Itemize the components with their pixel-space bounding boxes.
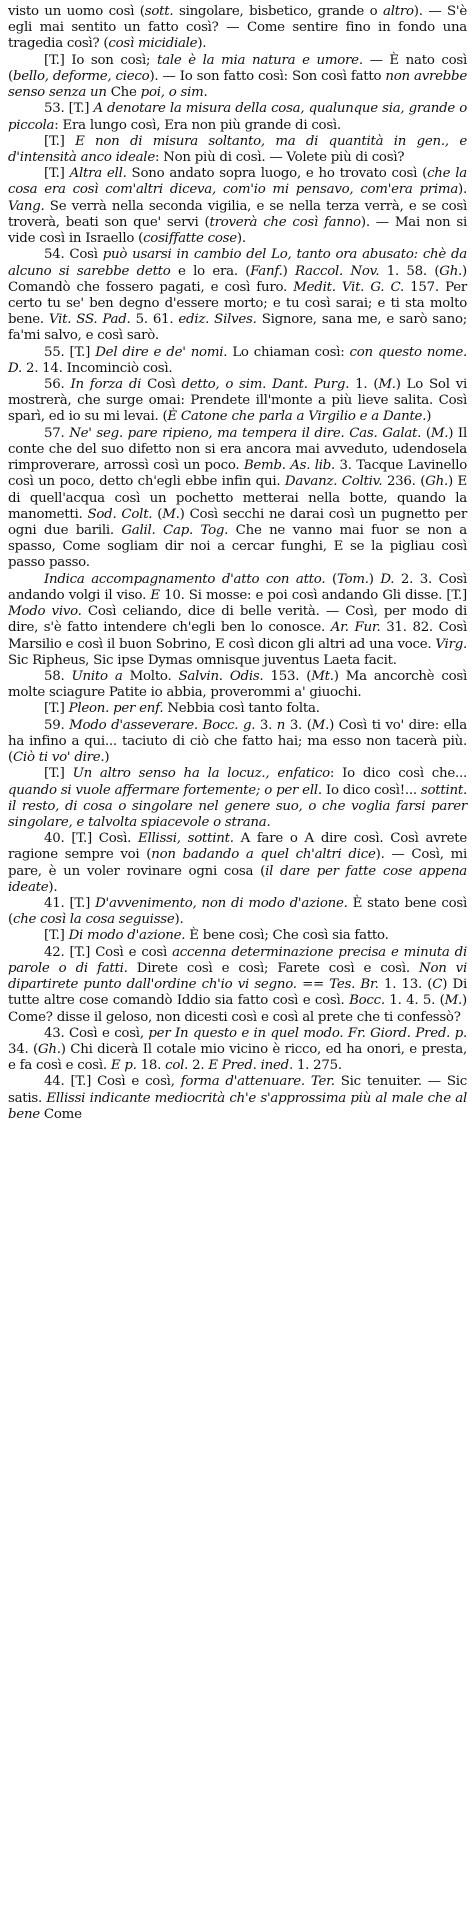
- italic-text-run: Ciò ti vo' dire.: [12, 750, 105, 766]
- text-run: ) Così ti vo' dire: ella ha infino a qui... taciuto di ciò che fatto hai; ma esso non tacerà più. (: [8, 717, 467, 766]
- entry-paragraph: [8, 928, 467, 944]
- text-run: 3. (: [285, 717, 312, 733]
- italic-text-run: accenna determinazione precisa e minuta di parole o di fatti.: [8, 944, 467, 976]
- text-run: ): [426, 409, 432, 425]
- text-run: 57.: [44, 425, 70, 441]
- text-run: singolare, bisbetico, grande o: [173, 4, 384, 19]
- text-run: Se verrà nella seconda vigilia, e se nella terza verrà, e se così troverà, beati son que' servi (: [8, 198, 467, 230]
- text-run: 55. [T.]: [44, 344, 96, 360]
- entry-paragraph: [8, 166, 467, 247]
- italic-text-run: Pleon. per enf.: [68, 701, 164, 717]
- italic-text-run: così micidiale: [108, 36, 198, 52]
- text-run: ) Chi dicerà Il cotale mio vicino è ricco, ed ha onori, e presta, e fa così e così.: [8, 1042, 467, 1074]
- italic-text-run: Ellissi indicante mediocrità ch'e s'approssima più al male che al bene: [8, 1090, 467, 1122]
- text-run: [T.]: [44, 133, 76, 149]
- text-run: ).: [458, 182, 467, 198]
- italic-text-run: Gh.: [439, 263, 463, 279]
- text-run: 18.: [136, 1058, 166, 1074]
- text-run: : Non più di così. — Volete più di così?: [154, 149, 405, 165]
- text-run: : Era lungo così, Era non più grande di così.: [54, 117, 341, 133]
- text-run: Così: [141, 377, 182, 393]
- italic-text-run: Gh.: [38, 1042, 61, 1057]
- entry-paragraph: [8, 53, 467, 102]
- text-run: Molto.: [122, 668, 179, 684]
- italic-text-run: Sod. Colt.: [87, 506, 153, 522]
- entry-paragraph: [8, 718, 467, 767]
- entry-paragraph: [8, 345, 467, 377]
- text-run: ) Comandò che fossero pagati, e così furo.: [8, 263, 468, 295]
- text-run: ) Di tutte altre cose comandò Iddio sia fatto così e così.: [8, 977, 467, 1009]
- italic-text-run: Salvin. Odis.: [178, 668, 264, 684]
- italic-text-run: Mt.: [311, 668, 334, 684]
- italic-text-run: M.: [311, 717, 330, 733]
- text-run: (: [152, 506, 163, 522]
- text-run: ). — Io son fatto così: Son così fatto: [149, 68, 386, 84]
- text-run: 2. 14. Incominciò così.: [21, 360, 173, 376]
- entry-paragraph: [8, 426, 467, 572]
- text-run: [T.] Io son così;: [44, 52, 158, 68]
- text-run: [T.]: [44, 166, 70, 182]
- text-run: 54. Così: [44, 247, 103, 263]
- text-run: Lo chiaman così:: [227, 344, 350, 360]
- text-run: 157. Per certo tu se' ben degno d'essere morto; e tu così sarai; e ti sta molto bene.: [8, 279, 468, 328]
- italic-text-run: Galil. Cap. Tog.: [121, 523, 229, 538]
- text-run: ).: [174, 912, 184, 928]
- italic-text-run: Indica accompagnamento d'atto con atto.: [44, 571, 326, 587]
- text-run: Signore, sana me, e sarò sano; fa'mi salvo, e così sarò.: [8, 312, 467, 344]
- entry-paragraph: [8, 831, 467, 896]
- italic-text-run: Virg.: [435, 636, 467, 652]
- text-run: ). — Così, mi pare, è un voler rovinare ogni cosa (: [8, 847, 468, 879]
- italic-text-run: Altra ell.: [69, 166, 127, 182]
- italic-text-run: poi, o sim.: [140, 85, 208, 101]
- italic-text-run: M.: [378, 377, 396, 393]
- text-run: A fare o A dire così. Così avrete ragione sempre voi (: [8, 831, 468, 863]
- text-run: Sic Ripheus, Sic ipse Dymas omnisque juventus Laeta facit.: [8, 652, 397, 668]
- italic-text-run: altro: [383, 4, 414, 19]
- text-run: ==: [296, 977, 330, 993]
- text-run: ). — Mai non si vide così in Israello (: [8, 214, 467, 247]
- text-run: Che: [106, 85, 141, 101]
- text-run: ) Così secchi ne darai così un pugnetto per ogni due barili.: [8, 506, 467, 538]
- text-run: ): [104, 750, 110, 766]
- text-run: È stato bene così (: [8, 896, 468, 928]
- italic-text-run: non avrebbe senso senza un: [8, 68, 467, 101]
- text-run: (: [325, 571, 337, 587]
- text-run: ) Come? disse il geloso, non dicesti così e così al prete che ti confessò?: [8, 993, 467, 1025]
- italic-text-run: detto, o sim. Dant. Purg.: [181, 377, 350, 393]
- italic-text-run: E: [150, 587, 160, 603]
- italic-text-run: Del dire e de' nomi.: [95, 344, 228, 360]
- entry-paragraph: [8, 247, 467, 344]
- italic-text-run: può usarsi in cambio del Lo, tanto ora abusato: chè da alcuno si sarebbe detto: [8, 247, 467, 279]
- italic-text-run: C: [432, 977, 443, 993]
- italic-text-run: per In questo e in quel modo. Fr. Giord. Pred. p.: [148, 1025, 468, 1041]
- entry-paragraph: [8, 701, 467, 717]
- text-run: 236. (: [382, 474, 426, 490]
- text-run: [T.]: [44, 766, 73, 782]
- italic-text-run: D.: [380, 571, 395, 587]
- text-run: 1. 13. (: [378, 977, 433, 993]
- italic-text-run: n: [276, 717, 286, 733]
- italic-text-run: cosiffatte cose: [143, 231, 237, 247]
- text-run: ).: [197, 36, 207, 52]
- italic-text-run: Ellissi, sottint.: [138, 831, 234, 847]
- text-run: 40. [T.] Così.: [44, 831, 139, 847]
- text-run: 3. Tacque Lavinello così un poco, detto ch'egli ebbe infin qui.: [8, 458, 467, 490]
- italic-text-run: D'avvenimento, non di modo d'azione.: [95, 896, 348, 912]
- italic-text-run: Modo vivo.: [8, 604, 82, 620]
- text-run: Io dico così!...: [321, 782, 421, 798]
- italic-text-run: Vang.: [8, 198, 45, 214]
- italic-text-run: Un altro senso ha la locuz., enfatico: [72, 766, 330, 782]
- text-run: ): [282, 263, 295, 279]
- italic-text-run: E Pred. ined.: [208, 1058, 293, 1074]
- text-run: Nebbia così tanto folta.: [163, 701, 320, 717]
- italic-text-run: ediz. Silves.: [178, 312, 257, 328]
- text-run: 10. Si mosse: e poi così andando Gli disse. [T.]: [159, 587, 467, 603]
- italic-text-run: Medit. Vit. G. C.: [293, 279, 404, 295]
- text-run: ). — S'è egli mai sentito un fatto così? — Come sentire fino in fondo una tragedia così? (: [8, 4, 467, 52]
- italic-text-run: che la cosa era così com'altri diceva, com'io mi pensavo, com'era prima: [8, 166, 467, 198]
- text-run: Come: [39, 1106, 82, 1122]
- entry-paragraph: [8, 1074, 467, 1123]
- italic-text-run: Tom.: [336, 571, 369, 587]
- italic-text-run: col.: [165, 1058, 189, 1074]
- italic-text-run: con questo nome. D.: [8, 344, 467, 376]
- entry-paragraph: [8, 4, 467, 53]
- text-run: ).: [48, 879, 58, 895]
- text-run: Sic tenuiter. — Sic satis.: [8, 1074, 468, 1106]
- italic-text-run: che così la cosa seguisse: [12, 912, 175, 928]
- italic-text-run: Gh.: [425, 474, 448, 490]
- italic-text-run: M.: [430, 425, 449, 441]
- entry-paragraph: [8, 101, 467, 133]
- text-run: [T.]: [44, 928, 69, 944]
- italic-text-run: tale è la mia natura e umore.: [157, 52, 363, 68]
- text-run: visto un uomo così (: [8, 4, 145, 19]
- text-run: ): [368, 571, 381, 587]
- italic-text-run: Davanz. Coltiv.: [284, 474, 383, 490]
- text-run: : Io dico così che...: [329, 766, 467, 782]
- text-run: ) Lo Sol vi mostrerà, che surge omai: Prendete ill'monte a più lieve salita. Così sparì, ed io su mi levai. (: [8, 377, 468, 425]
- text-run: 1. 4. 5. (: [384, 993, 445, 1009]
- text-run: 59.: [44, 717, 70, 733]
- italic-text-run: E p.: [110, 1058, 137, 1074]
- text-run: Così celiando, dice di belle verità. — Così, per modo di dire, s'è fatto intendere ch'egli ben lo conosce.: [8, 604, 467, 636]
- italic-text-run: A denotare la misura della cosa, qualunque sia, grande o piccola: [8, 101, 467, 133]
- italic-text-run: Non vi dipartirete punto dall'ordine ch'io vi segno.: [8, 960, 467, 993]
- italic-text-run: non badando a quel ch'altri dice: [151, 847, 376, 863]
- text-run: 153. (: [263, 668, 312, 684]
- text-run: 2.: [188, 1058, 209, 1074]
- text-run: Direte così e così; Farete così e così.: [127, 960, 420, 976]
- text-run: [T.]: [44, 701, 69, 717]
- entry-paragraph: [8, 572, 467, 669]
- italic-text-run: È Catone che parla a Virgilio e a Dante.: [167, 409, 427, 425]
- italic-text-run: M.: [444, 993, 463, 1009]
- text-run: 42. [T.] Così e così: [44, 944, 173, 960]
- text-run: 1. 275.: [292, 1058, 342, 1074]
- text-run: 3.: [255, 717, 277, 733]
- text-run: 1. (: [349, 377, 379, 393]
- text-run: 2. 3. Così andando volgi il viso.: [8, 571, 468, 603]
- italic-text-run: Modo d'asseverare. Bocc. g.: [69, 717, 256, 733]
- italic-text-run: troverà che così fanno: [209, 214, 361, 230]
- italic-text-run: E non di misura soltanto, ma di quantità in gen., e d'intensità anco ideale: [8, 133, 467, 165]
- italic-text-run: Tes. Br.: [329, 977, 379, 993]
- text-run: 44. [T.] Così e così,: [44, 1074, 181, 1090]
- text-run: e lo era. (: [170, 263, 251, 279]
- text-run: ) Ma ancorchè così molte sciagure Patite io abbia, proverommi a' giuochi.: [8, 668, 468, 701]
- entry-paragraph: [8, 1026, 467, 1075]
- italic-text-run: Bocc.: [349, 993, 385, 1009]
- entry-paragraph: [8, 766, 467, 831]
- italic-text-run: Ne' seg. pare ripieno, ma tempera il dire. Cas. Galat.: [69, 425, 422, 441]
- text-run: Sono andato sopra luogo, e ho trovato così (: [126, 166, 428, 182]
- text-run: 31. 82. Così Marsilio e così il buon Sobrino, E così dicon gli altri ad una voce.: [8, 620, 468, 652]
- text-run: 53. [T.]: [44, 101, 94, 117]
- italic-text-run: Vit. SS. Pad.: [48, 312, 131, 328]
- italic-text-run: M.: [162, 506, 180, 522]
- italic-text-run: quando si vuole affermare fortemente; o per ell.: [8, 782, 322, 798]
- italic-text-run: il dare per fatte cose appena ideate: [8, 863, 467, 895]
- entry-paragraph: [8, 669, 467, 701]
- text-run: 58.: [44, 668, 72, 684]
- entry-paragraph: [8, 896, 467, 928]
- text-run: ) E di quell'acqua così un pochetto metterai nella botte, quando la manometti.: [8, 474, 467, 522]
- text-run: 43. Così e così,: [44, 1025, 149, 1041]
- text-run: 1. 58. (: [379, 263, 440, 279]
- text-run: 34. (: [8, 1042, 38, 1057]
- text-run: ) Il conte che del suo difetto non si era ancora mai avveduto, udendosela rimproverare, arrossì così un poco.: [8, 425, 467, 474]
- entry-paragraph: [8, 945, 467, 1026]
- italic-text-run: Di modo d'azione.: [68, 928, 186, 944]
- text-run: — È nato così (: [8, 52, 467, 84]
- text-run: È bene così; Che così sia fatto.: [185, 928, 389, 944]
- italic-text-run: sott.: [144, 4, 174, 19]
- text-run: 56.: [44, 377, 71, 393]
- italic-text-run: bello, deforme, cieco: [12, 68, 150, 84]
- text-run: ).: [236, 231, 246, 247]
- italic-text-run: Raccol. Nov.: [294, 263, 380, 279]
- entry-paragraph: [8, 377, 467, 426]
- italic-text-run: Ar. Fur.: [330, 620, 381, 636]
- italic-text-run: Fanf.: [250, 263, 283, 279]
- text-run: (: [421, 425, 431, 441]
- italic-text-run: sottint. il resto, di cosa o singolare nel genere suo, o che voglia farsi parer singolare, e talvolta spiacevole o strana.: [8, 782, 467, 830]
- text-run: 41. [T.]: [44, 896, 96, 912]
- italic-text-run: Unito a: [71, 668, 123, 684]
- italic-text-run: In forza di: [70, 377, 142, 393]
- italic-text-run: Bemb. As. lib.: [243, 458, 336, 474]
- italic-text-run: forma d'attenuare. Ter.: [180, 1074, 335, 1090]
- text-run: Che ne vanno mai fuor se non a spasso, Come sogliam dir noi a cercar funghi, E se la pigliau così passo passo.: [8, 523, 467, 571]
- text-run: 5. 61.: [130, 312, 179, 328]
- entry-paragraph: [8, 134, 467, 166]
